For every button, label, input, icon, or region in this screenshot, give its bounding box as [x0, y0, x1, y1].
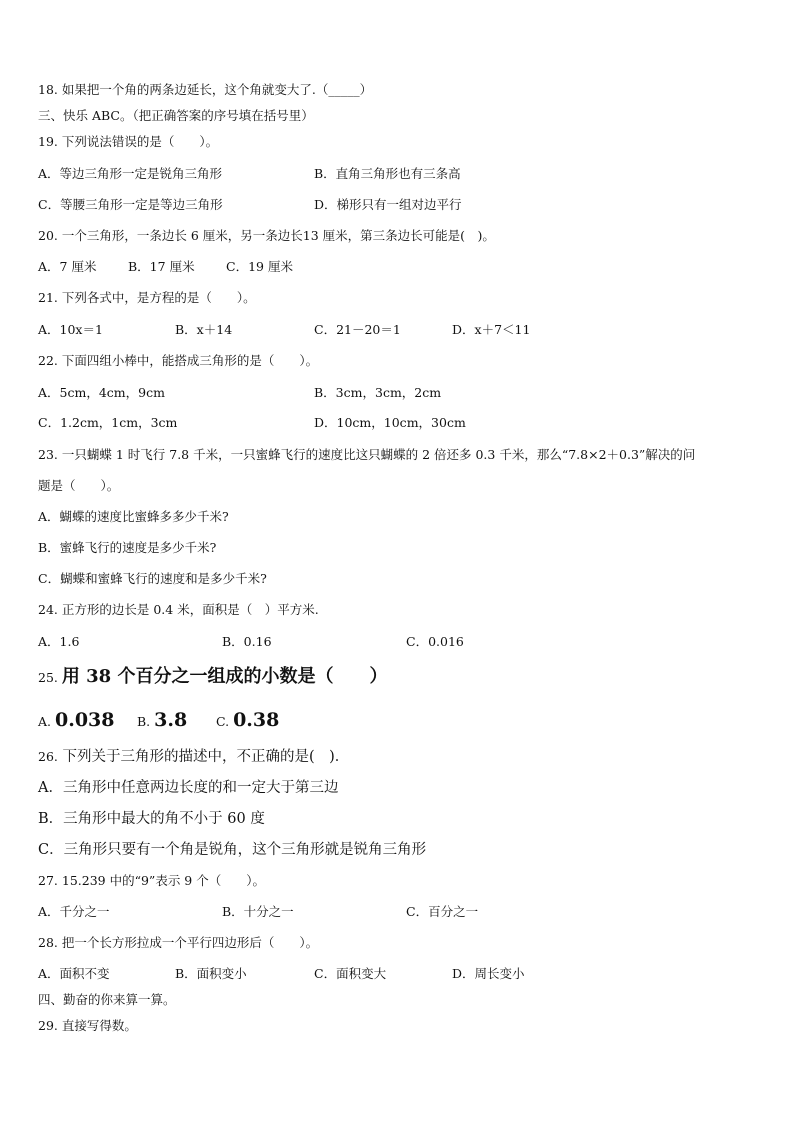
question-22 — [38, 353, 318, 369]
option-value: 0.38 — [233, 709, 280, 731]
option-a[interactable]: A．三角形中任意两边长度的和一定大于第三边 — [38, 780, 339, 796]
question-text: 15.239 中的“9”表示 9 个（ ）。 — [61, 873, 265, 888]
question-text: 一个三角形，一条边长 6 厘米，另一条边长13 厘米，第三条边长可能是( )。 — [61, 228, 495, 243]
section-heading-3: 三、快乐 ABC。（把正确答案的序号填在括号里） — [38, 108, 314, 123]
question-24 — [38, 602, 319, 618]
question-number: 29. — [38, 1018, 58, 1033]
option-b[interactable]: B．蜜蜂飞行的速度是多少千米? — [38, 540, 217, 555]
option-d[interactable]: D．10cm，10cm，30cm — [314, 415, 466, 430]
question-21 — [38, 290, 256, 306]
question-number: 28. — [38, 935, 58, 950]
question-23 — [38, 447, 695, 463]
option-c[interactable] — [216, 708, 279, 734]
question-number: 27. — [38, 873, 58, 888]
question-18 — [38, 82, 372, 98]
option-c[interactable]: C．19 厘米 — [226, 259, 293, 274]
option-a[interactable]: A．面积不变 — [38, 966, 110, 981]
option-letter: A. — [38, 714, 52, 729]
option-a[interactable]: A．1.6 — [38, 634, 80, 649]
option-d[interactable]: D．梯形只有一组对边平行 — [314, 197, 462, 212]
option-a[interactable]: A．10x＝1 — [38, 322, 103, 337]
question-26 — [38, 748, 349, 766]
option-value: 3.8 — [154, 709, 188, 731]
option-a[interactable]: A．7 厘米 — [38, 259, 97, 274]
question-number: 18. — [38, 82, 58, 97]
question-number: 25. — [38, 670, 58, 685]
option-a[interactable]: A．5cm，4cm，9cm — [38, 385, 165, 400]
option-c[interactable]: C．1.2cm，1cm，3cm — [38, 415, 178, 430]
question-text: 把一个长方形拉成一个平行四边形后（ ）。 — [61, 935, 319, 950]
option-value: 0.038 — [55, 709, 115, 731]
question-number: 23. — [38, 447, 58, 462]
option-a[interactable]: A．蝴蝶的速度比蜜蜂多多少千米? — [38, 509, 229, 524]
question-20 — [38, 228, 495, 244]
option-b[interactable]: B．三角形中最大的角不小于 60 度 — [38, 811, 265, 827]
question-text: 下列说法错误的是（ ）。 — [61, 134, 219, 149]
question-number: 26. — [38, 749, 58, 764]
option-c[interactable]: C．三角形只要有一个角是锐角，这个三角形就是锐角三角形 — [38, 842, 427, 858]
question-text: 下面四组小棒中，能搭成三角形的是（ ）。 — [61, 353, 319, 368]
question-text: 正方形的边长是 0.4 米，面积是（ ）平方米. — [61, 602, 319, 617]
question-number: 21. — [38, 290, 58, 305]
option-d[interactable]: D．x＋7＜11 — [452, 322, 531, 337]
question-19 — [38, 134, 218, 150]
option-c[interactable]: C．蝴蝶和蜜蜂飞行的速度和是多少千米? — [38, 571, 267, 586]
option-b[interactable]: B．面积变小 — [175, 966, 247, 981]
option-b[interactable]: B．x＋14 — [175, 322, 233, 337]
option-a[interactable] — [38, 708, 115, 734]
option-b[interactable] — [137, 708, 187, 734]
option-c[interactable]: C．面积变大 — [314, 966, 387, 981]
question-text: 如果把一个角的两条边延长，这个角就变大了.（_____） — [61, 82, 373, 97]
option-b[interactable]: B．3cm，3cm，2cm — [314, 385, 442, 400]
question-number: 22. — [38, 353, 58, 368]
option-b[interactable]: B．直角三角形也有三条高 — [314, 166, 461, 181]
question-text: 用 38 个百分之一组成的小数是（ ） — [61, 666, 388, 687]
option-a[interactable]: A．千分之一 — [38, 904, 110, 919]
option-b[interactable]: B．十分之一 — [222, 904, 294, 919]
question-text: 直接写得数。 — [61, 1018, 137, 1033]
question-25 — [38, 666, 387, 690]
option-b[interactable]: B．17 厘米 — [128, 259, 195, 274]
question-text: 下列关于三角形的描述中，不正确的是( )． — [62, 749, 350, 765]
question-23-continued: 题是（ ）。 — [38, 478, 120, 493]
option-c[interactable]: C．21－20＝1 — [314, 322, 401, 337]
option-c[interactable]: C．百分之一 — [406, 904, 479, 919]
question-28 — [38, 935, 318, 951]
option-d[interactable]: D．周长变小 — [452, 966, 525, 981]
question-number: 24. — [38, 602, 58, 617]
option-b[interactable]: B．0.16 — [222, 634, 272, 649]
question-number: 19. — [38, 134, 58, 149]
question-29 — [38, 1018, 137, 1034]
option-c[interactable]: C．0.016 — [406, 634, 464, 649]
option-letter: B. — [137, 714, 151, 729]
question-text: 一只蝴蝶 1 时飞行 7.8 千米，一只蜜蜂飞行的速度比这只蝴蝶的 2 倍还多 0.3 千米，那么“7.8×2＋0.3”解决的问 — [61, 447, 696, 462]
option-c[interactable]: C．等腰三角形一定是等边三角形 — [38, 197, 223, 212]
question-text: 下列各式中，是方程的是（ ）。 — [61, 290, 256, 305]
question-number: 20. — [38, 228, 58, 243]
question-27 — [38, 873, 265, 889]
option-a[interactable]: A．等边三角形一定是锐角三角形 — [38, 166, 223, 181]
section-heading-4: 四、勤奋的你来算一算。 — [38, 992, 176, 1007]
option-letter: C. — [216, 714, 230, 729]
